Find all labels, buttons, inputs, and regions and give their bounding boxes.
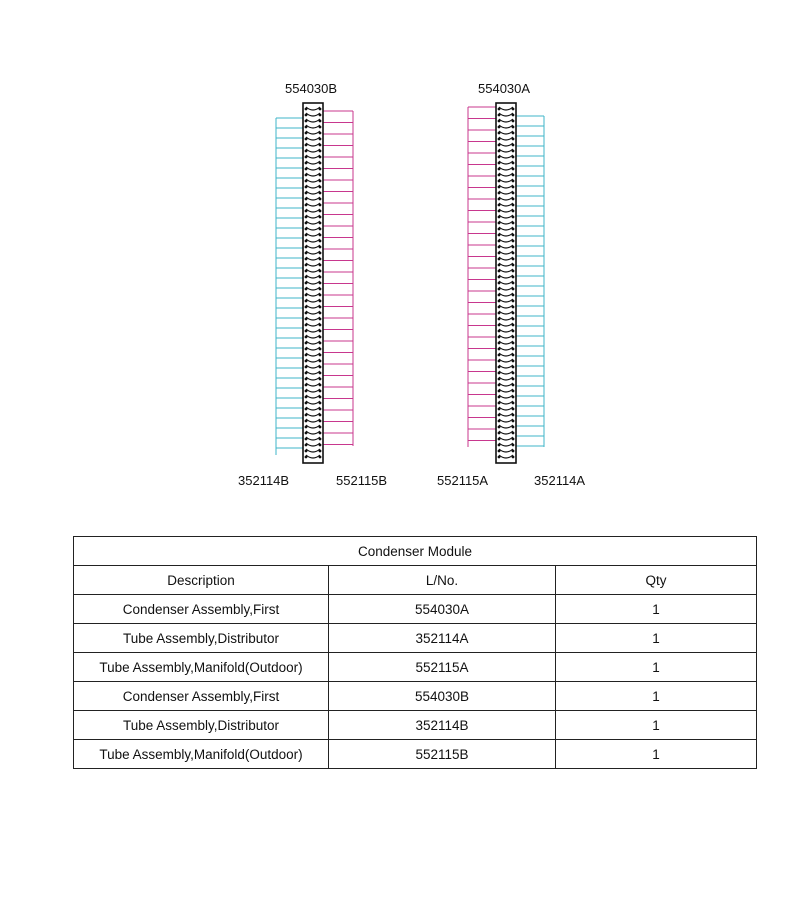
- table-row: [74, 653, 757, 682]
- cell-lno: 352114A: [329, 624, 556, 653]
- tube-hole: [512, 360, 515, 363]
- cell-lno: 552115A: [329, 653, 556, 682]
- tube-hole: [319, 222, 322, 225]
- tube-hole: [498, 246, 501, 249]
- tube-hole: [498, 180, 501, 183]
- tube-hole: [498, 120, 501, 123]
- tube-hole: [305, 270, 308, 273]
- tube-hole: [305, 246, 308, 249]
- tube-hole: [305, 174, 308, 177]
- tube-hole: [319, 120, 322, 123]
- tube-hole: [319, 186, 322, 189]
- tube-hole: [512, 330, 515, 333]
- tube-hole: [512, 108, 515, 111]
- tube-hole: [498, 294, 501, 297]
- table-title: Condenser Module: [74, 537, 757, 566]
- parts-table: [73, 536, 757, 769]
- tube-hole: [498, 390, 501, 393]
- condenser-assembly-a: [468, 103, 544, 463]
- tube-hole: [498, 216, 501, 219]
- tube-hole: [319, 288, 322, 291]
- tube-hole: [498, 240, 501, 243]
- tube-hole: [498, 150, 501, 153]
- tube-hole: [305, 234, 308, 237]
- tube-hole: [305, 168, 308, 171]
- tube-set-left: [276, 118, 303, 455]
- tube-hole: [305, 456, 308, 459]
- tube-hole: [319, 258, 322, 261]
- tube-hole: [319, 150, 322, 153]
- tube-hole: [498, 138, 501, 141]
- tube-hole: [498, 108, 501, 111]
- tube-hole: [498, 258, 501, 261]
- tube-hole: [319, 114, 322, 117]
- tube-hole: [512, 252, 515, 255]
- tube-hole: [512, 390, 515, 393]
- condenser-assembly-b: [276, 103, 353, 463]
- tube-hole: [498, 408, 501, 411]
- tube-hole: [512, 342, 515, 345]
- tube-hole: [319, 246, 322, 249]
- tube-hole: [305, 402, 308, 405]
- tube-hole: [305, 264, 308, 267]
- tube-hole: [305, 282, 308, 285]
- tube-hole: [512, 240, 515, 243]
- tube-hole: [319, 252, 322, 255]
- tube-hole: [305, 432, 308, 435]
- tube-hole: [305, 444, 308, 447]
- tube-hole: [305, 276, 308, 279]
- tube-hole: [512, 168, 515, 171]
- tube-hole: [305, 252, 308, 255]
- tube-hole: [319, 108, 322, 111]
- cell-description: Tube Assembly,Distributor: [74, 624, 329, 653]
- tube-hole: [512, 396, 515, 399]
- tube-hole: [512, 450, 515, 453]
- tube-hole: [319, 132, 322, 135]
- tube-hole: [512, 444, 515, 447]
- tube-hole: [305, 450, 308, 453]
- tube-hole: [512, 162, 515, 165]
- tube-hole: [319, 282, 322, 285]
- tube-hole: [305, 294, 308, 297]
- tube-hole: [498, 156, 501, 159]
- tube-hole: [512, 414, 515, 417]
- tube-hole: [498, 342, 501, 345]
- tube-hole: [305, 348, 308, 351]
- tube-hole: [498, 402, 501, 405]
- tube-hole: [498, 168, 501, 171]
- tube-hole: [498, 450, 501, 453]
- tube-hole: [305, 258, 308, 261]
- tube-hole: [319, 336, 322, 339]
- tube-hole: [319, 156, 322, 159]
- tube-hole: [498, 204, 501, 207]
- tube-hole: [498, 420, 501, 423]
- tube-hole: [319, 444, 322, 447]
- tube-hole: [498, 222, 501, 225]
- tube-hole: [512, 156, 515, 159]
- tube-hole: [498, 144, 501, 147]
- tube-hole: [512, 174, 515, 177]
- tube-hole: [305, 240, 308, 243]
- tube-hole: [319, 126, 322, 129]
- tube-hole: [512, 282, 515, 285]
- tube-hole: [498, 228, 501, 231]
- tube-hole: [305, 228, 308, 231]
- tube-hole: [319, 432, 322, 435]
- tube-hole: [498, 438, 501, 441]
- cell-qty: 1: [556, 711, 757, 740]
- tube-hole: [305, 132, 308, 135]
- tube-hole: [319, 390, 322, 393]
- tube-hole: [305, 162, 308, 165]
- tube-hole: [498, 198, 501, 201]
- col-header-description: Description: [74, 566, 329, 595]
- tube-hole: [498, 264, 501, 267]
- tube-hole: [512, 432, 515, 435]
- tube-hole: [305, 138, 308, 141]
- tube-hole: [305, 372, 308, 375]
- tube-hole: [319, 144, 322, 147]
- tube-hole: [498, 300, 501, 303]
- cell-lno: 352114B: [329, 711, 556, 740]
- tube-hole: [305, 378, 308, 381]
- tube-hole: [498, 132, 501, 135]
- tube-hole: [319, 204, 322, 207]
- table-header-row: [74, 566, 757, 595]
- cell-lno: 554030A: [329, 595, 556, 624]
- tube-hole: [498, 210, 501, 213]
- tube-hole: [498, 456, 501, 459]
- tube-hole: [498, 336, 501, 339]
- cell-description: Tube Assembly,Manifold(Outdoor): [74, 740, 329, 769]
- tube-hole: [512, 210, 515, 213]
- tube-hole: [305, 420, 308, 423]
- tube-hole: [498, 348, 501, 351]
- tube-hole: [498, 330, 501, 333]
- tube-hole: [305, 414, 308, 417]
- tube-hole: [512, 300, 515, 303]
- tube-hole: [512, 246, 515, 249]
- tube-hole: [512, 348, 515, 351]
- tube-hole: [498, 114, 501, 117]
- tube-hole: [512, 366, 515, 369]
- tube-hole: [319, 216, 322, 219]
- col-header-lno: L/No.: [329, 566, 556, 595]
- tube-hole: [305, 318, 308, 321]
- tube-hole: [512, 456, 515, 459]
- tube-hole: [319, 294, 322, 297]
- tube-hole: [319, 324, 322, 327]
- tube-hole: [498, 162, 501, 165]
- tube-hole: [498, 192, 501, 195]
- tube-hole: [512, 354, 515, 357]
- tube-hole: [305, 156, 308, 159]
- tube-hole: [319, 168, 322, 171]
- tube-hole: [305, 336, 308, 339]
- tube-hole: [305, 198, 308, 201]
- tube-hole: [512, 186, 515, 189]
- tube-hole: [512, 402, 515, 405]
- tube-hole: [498, 318, 501, 321]
- tube-hole: [498, 372, 501, 375]
- tube-hole: [319, 354, 322, 357]
- tube-hole: [512, 150, 515, 153]
- cell-lno: 554030B: [329, 682, 556, 711]
- tube-hole: [319, 240, 322, 243]
- table-row: [74, 624, 757, 653]
- cell-description: Condenser Assembly,First: [74, 595, 329, 624]
- cell-qty: 1: [556, 653, 757, 682]
- label-manifold-b: 552115B: [336, 473, 388, 488]
- tube-hole: [512, 264, 515, 267]
- label-manifold-a: 552115A: [437, 473, 489, 488]
- cell-qty: 1: [556, 595, 757, 624]
- cell-lno: 552115B: [329, 740, 556, 769]
- tube-hole: [319, 174, 322, 177]
- tube-hole: [319, 198, 322, 201]
- label-distributor-a: 352114A: [534, 473, 586, 488]
- tube-hole: [319, 414, 322, 417]
- tube-hole: [498, 414, 501, 417]
- tube-hole: [512, 372, 515, 375]
- table-title-row: [74, 537, 757, 566]
- tube-hole: [305, 312, 308, 315]
- cell-description: Tube Assembly,Manifold(Outdoor): [74, 653, 329, 682]
- label-condenser-b: 554030B: [285, 81, 338, 96]
- tube-hole: [305, 408, 308, 411]
- tube-hole: [512, 408, 515, 411]
- tube-hole: [319, 180, 322, 183]
- tube-hole: [512, 420, 515, 423]
- tube-hole: [512, 216, 515, 219]
- tube-hole: [305, 144, 308, 147]
- tube-hole: [305, 384, 308, 387]
- tube-hole: [319, 360, 322, 363]
- label-distributor-b: 352114B: [238, 473, 290, 488]
- tube-hole: [305, 426, 308, 429]
- tube-hole: [498, 360, 501, 363]
- tube-hole: [305, 150, 308, 153]
- tube-hole: [512, 192, 515, 195]
- tube-hole: [498, 126, 501, 129]
- tube-hole: [319, 192, 322, 195]
- tube-hole: [498, 276, 501, 279]
- cell-description: Tube Assembly,Distributor: [74, 711, 329, 740]
- tube-hole: [305, 354, 308, 357]
- tube-hole: [512, 426, 515, 429]
- tube-hole: [319, 396, 322, 399]
- tube-hole: [512, 318, 515, 321]
- tube-hole: [498, 270, 501, 273]
- tube-hole: [512, 234, 515, 237]
- tube-hole: [319, 162, 322, 165]
- tube-hole: [512, 126, 515, 129]
- tube-hole: [512, 438, 515, 441]
- tube-hole: [319, 270, 322, 273]
- tube-hole: [512, 276, 515, 279]
- col-header-qty: Qty: [556, 566, 757, 595]
- cell-qty: 1: [556, 682, 757, 711]
- tube-set-left: [468, 107, 496, 447]
- tube-hole: [305, 216, 308, 219]
- cell-description: Condenser Assembly,First: [74, 682, 329, 711]
- tube-hole: [512, 222, 515, 225]
- tube-hole: [319, 438, 322, 441]
- tube-hole: [305, 120, 308, 123]
- tube-hole: [498, 288, 501, 291]
- tube-hole: [512, 144, 515, 147]
- tube-hole: [512, 288, 515, 291]
- tube-hole: [319, 276, 322, 279]
- label-condenser-a: 554030A: [478, 81, 531, 96]
- tube-hole: [498, 444, 501, 447]
- tube-hole: [319, 318, 322, 321]
- tube-hole: [512, 228, 515, 231]
- tube-hole: [305, 288, 308, 291]
- tube-hole: [319, 384, 322, 387]
- tube-hole: [512, 180, 515, 183]
- tube-hole: [512, 312, 515, 315]
- tube-hole: [305, 342, 308, 345]
- tube-hole: [319, 426, 322, 429]
- tube-hole: [319, 306, 322, 309]
- tube-hole: [319, 234, 322, 237]
- tube-hole: [305, 366, 308, 369]
- tube-hole: [512, 114, 515, 117]
- tube-hole: [319, 402, 322, 405]
- tube-hole: [319, 378, 322, 381]
- tube-hole: [512, 204, 515, 207]
- tube-hole: [498, 366, 501, 369]
- tube-hole: [305, 390, 308, 393]
- tube-hole: [305, 192, 308, 195]
- tube-hole: [498, 354, 501, 357]
- tube-hole: [512, 270, 515, 273]
- tube-hole: [305, 438, 308, 441]
- tube-hole: [305, 180, 308, 183]
- tube-hole: [498, 396, 501, 399]
- tube-hole: [498, 252, 501, 255]
- tube-hole: [319, 138, 322, 141]
- tube-set-right: [323, 111, 353, 446]
- tube-hole: [512, 294, 515, 297]
- tube-hole: [305, 222, 308, 225]
- tube-hole: [319, 372, 322, 375]
- table-row: [74, 740, 757, 769]
- tube-hole: [319, 228, 322, 231]
- tube-hole: [498, 312, 501, 315]
- tube-hole: [498, 306, 501, 309]
- tube-hole: [305, 186, 308, 189]
- tube-hole: [319, 420, 322, 423]
- table-row: [74, 682, 757, 711]
- table-row: [74, 711, 757, 740]
- tube-hole: [305, 126, 308, 129]
- tube-hole: [512, 384, 515, 387]
- tube-hole: [512, 138, 515, 141]
- tube-hole: [305, 330, 308, 333]
- tube-hole: [305, 204, 308, 207]
- tube-hole: [305, 306, 308, 309]
- tube-hole: [498, 432, 501, 435]
- tube-hole: [498, 426, 501, 429]
- tube-hole: [319, 366, 322, 369]
- cell-qty: 1: [556, 624, 757, 653]
- tube-hole: [512, 132, 515, 135]
- tube-hole: [319, 300, 322, 303]
- tube-hole: [305, 300, 308, 303]
- tube-hole: [512, 324, 515, 327]
- cell-qty: 1: [556, 740, 757, 769]
- tube-hole: [498, 186, 501, 189]
- tube-hole: [305, 324, 308, 327]
- tube-hole: [319, 456, 322, 459]
- tube-hole: [305, 108, 308, 111]
- tube-hole: [498, 324, 501, 327]
- tube-hole: [512, 258, 515, 261]
- tube-hole: [319, 330, 322, 333]
- tube-hole: [319, 210, 322, 213]
- tube-hole: [305, 396, 308, 399]
- tube-hole: [498, 234, 501, 237]
- tube-hole: [498, 174, 501, 177]
- tube-set-right: [516, 116, 544, 447]
- tube-hole: [498, 384, 501, 387]
- tube-hole: [512, 378, 515, 381]
- table-row: [74, 595, 757, 624]
- tube-hole: [305, 114, 308, 117]
- tube-hole: [498, 282, 501, 285]
- tube-hole: [305, 210, 308, 213]
- tube-hole: [319, 408, 322, 411]
- tube-hole: [319, 264, 322, 267]
- tube-hole: [512, 336, 515, 339]
- tube-hole: [512, 198, 515, 201]
- tube-hole: [319, 312, 322, 315]
- tube-hole: [319, 348, 322, 351]
- tube-hole: [512, 306, 515, 309]
- tube-hole: [512, 120, 515, 123]
- tube-hole: [319, 342, 322, 345]
- tube-hole: [498, 378, 501, 381]
- tube-hole: [319, 450, 322, 453]
- tube-hole: [305, 360, 308, 363]
